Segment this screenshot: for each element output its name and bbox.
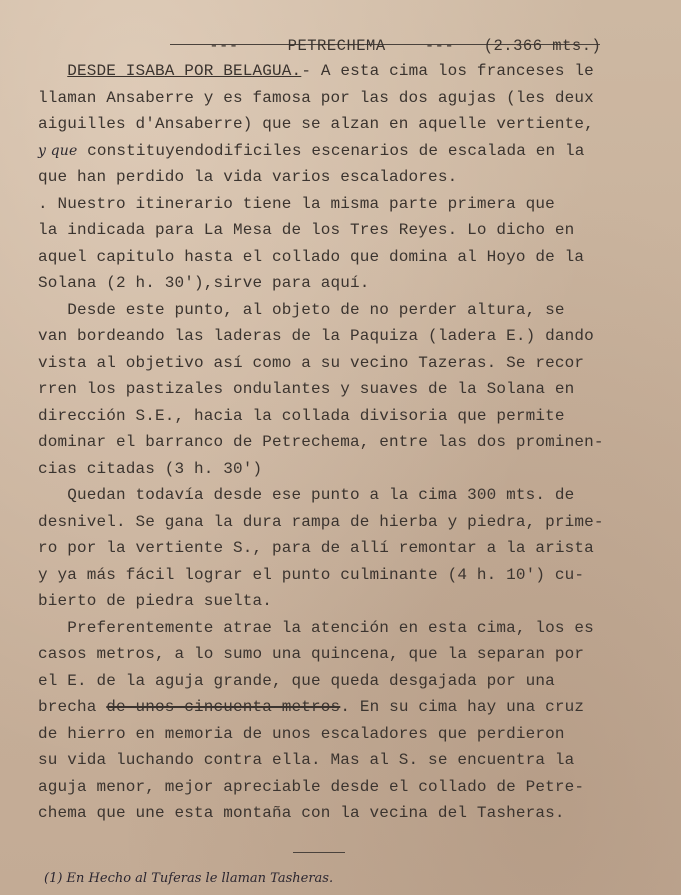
section-heading: DESDE ISABA POR BELAGUA.	[67, 62, 302, 80]
text-line: chema que une esta montaña con la vecina del Tasheras.	[38, 804, 565, 822]
text-line: su vida luchando contra ella. Mas al S. se encuentra la	[38, 751, 575, 769]
text-line: llaman Ansaberre y es famosa por las dos agujas (les deux	[38, 88, 594, 107]
text-line: y ya más fácil lograr el punto culminante (4 h. 10') cu-	[38, 565, 585, 584]
text-line: y que constituyendodificiles escenarios de escalada en la	[38, 141, 585, 160]
text-line: Quedan todavía desde ese punto a la cima 300 mts. de	[38, 486, 575, 504]
text-line: de hierro en memoria de unos escaladores que perdieron	[38, 724, 565, 743]
text-line: que han perdido la vida varios escaladores.	[38, 168, 458, 186]
text-line: dirección S.E., hacia la collada divisoria que permite	[38, 406, 565, 425]
text-line: el E. de la aguja grande, que queda desgajada por una	[38, 671, 555, 690]
page-title: PETRECHEMA	[287, 37, 386, 55]
header-dash-left: ---	[209, 37, 239, 55]
struck-text: de unos cincuenta metros	[106, 698, 341, 716]
text-line: aiguilles d'Ansaberre) que se alzan en aquelle vertiente,	[38, 115, 594, 133]
text-line: DESDE ISABA POR BELAGUA.- A esta cima los franceses le	[67, 62, 594, 80]
altitude-label: (2.366 mts.)	[483, 37, 602, 55]
handwritten-footnote: (1) En Hecho al Tuferas le llaman Tasheras.	[44, 871, 334, 886]
handwritten-insert: y que	[38, 142, 78, 159]
header-dash-right: ---	[424, 37, 455, 55]
page-header	[170, 10, 602, 55]
text-line: vista al objetivo así como a su vecino Tazeras. Se recor	[38, 353, 585, 372]
text-line: van bordeando las laderas de la Paquiza (ladera E.) dando	[38, 327, 594, 345]
text-line: aguja menor, mejor apreciable desde el collado de Petre-	[38, 777, 585, 796]
text-line: Preferentemente atrae la atención en esta cima, los es	[38, 618, 594, 637]
text-line: rren los pastizales ondulantes y suaves de la Solana en	[38, 380, 575, 398]
footnote-separator	[293, 852, 345, 853]
text-line: casos metros, a lo sumo una quincena, que la separan por	[38, 645, 585, 663]
text-line: dominar el barranco de Petrechema, entre las dos prominen-	[38, 433, 604, 451]
text-line: desnivel. Se gana la dura rampa de hierba y piedra, prime-	[38, 512, 604, 531]
text-line: bierto de piedra suelta.	[38, 592, 273, 610]
text-line: la indicada para La Mesa de los Tres Reyes. Lo dicho en	[38, 221, 575, 239]
document-body	[38, 58, 673, 827]
text-line: ro por la vertiente S., para de allí remontar a la arista	[38, 539, 594, 557]
text-line: aquel capitulo hasta el collado que domina al Hoyo de la	[38, 247, 585, 266]
text-line: brecha de unos cincuenta metros. En su cima hay una cruz	[38, 698, 585, 716]
text-line: cias citadas (3 h. 30')	[38, 459, 263, 478]
text-line: . Nuestro itinerario tiene la misma parte primera que	[38, 194, 555, 213]
text-line: Desde este punto, al objeto de no perder altura, se	[38, 300, 565, 319]
text-line: Solana (2 h. 30'),sirve para aquí.	[38, 274, 370, 292]
